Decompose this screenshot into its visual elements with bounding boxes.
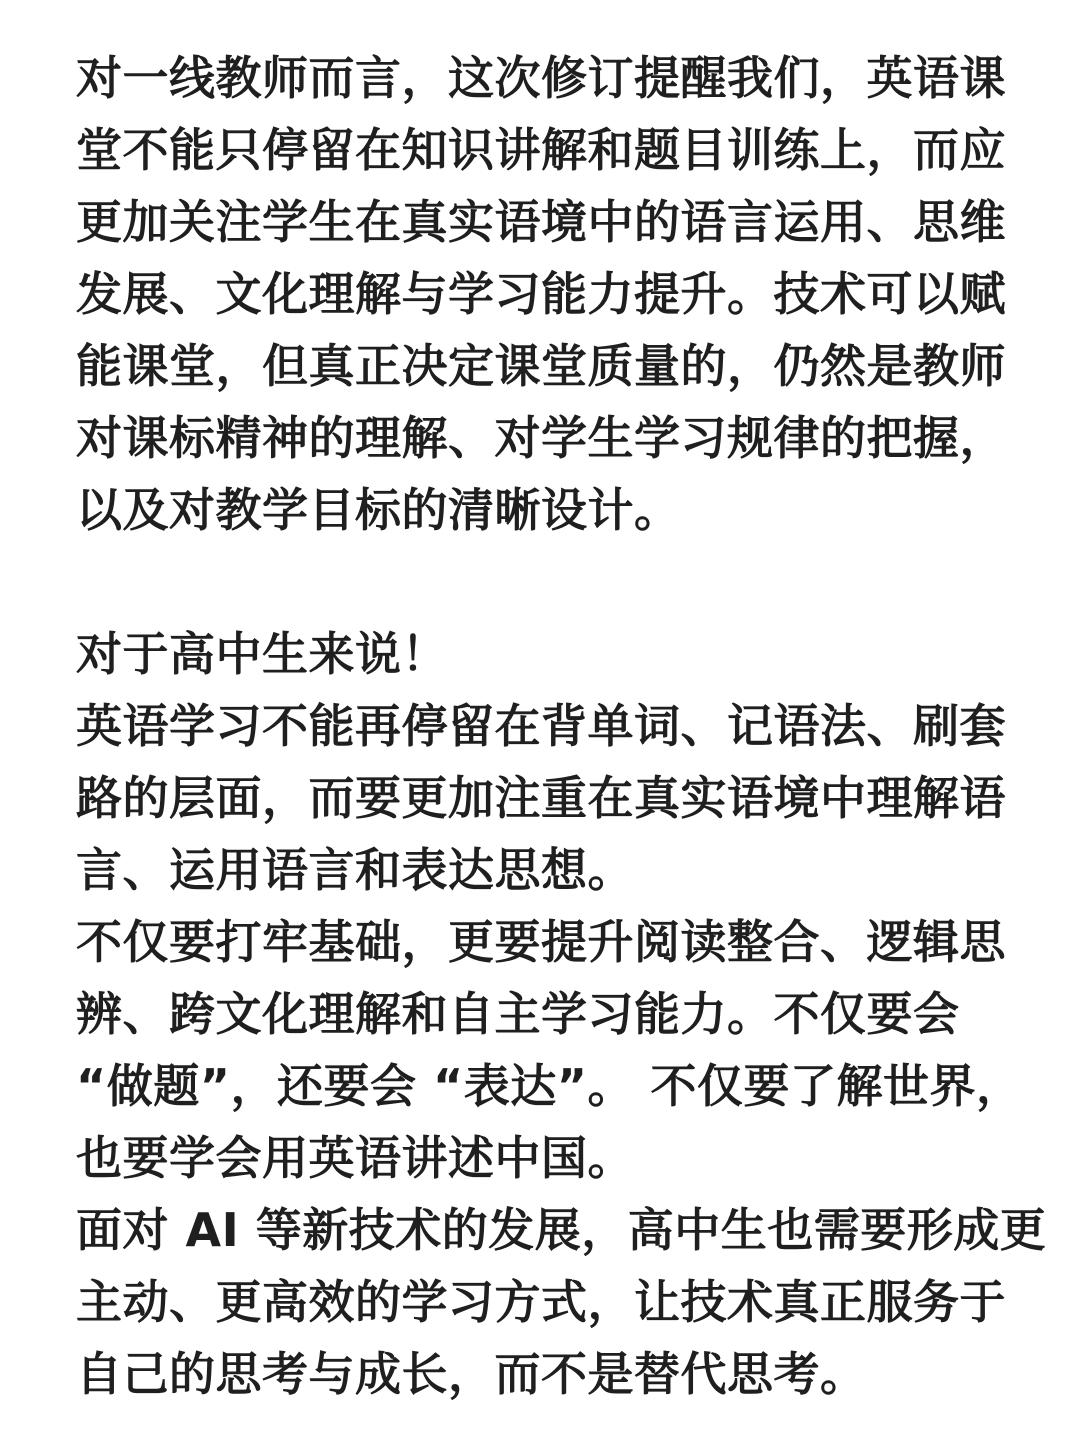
paragraph-spacer <box>76 546 1046 618</box>
text-line: 以及对教学目标的清晰设计。 <box>76 483 681 537</box>
text-line: 发展、文化理解与学习能力提升。技术可以赋 <box>76 267 1006 321</box>
text-line: 路的层面，而要更加注重在真实语境中理解语 <box>76 771 1006 825</box>
paragraph-students <box>76 618 1046 1410</box>
text-line: 面对 AI 等新技术的发展，高中生也需要形成更 <box>76 1203 1047 1257</box>
text-line: 言、运用语言和表达思想。 <box>76 843 634 897</box>
text-line: “做题”，还要会 “表达”。 不仅要了解世界， <box>76 1059 1023 1113</box>
text-line: 对一线教师而言，这次修订提醒我们，英语课 <box>76 51 1006 105</box>
text-line: 不仅要打牢基础，更要提升阅读整合、逻辑思 <box>76 915 1006 969</box>
text-line: 对课标精神的理解、对学生学习规律的把握， <box>76 411 1006 465</box>
text-line: 更加关注学生在真实语境中的语言运用、思维 <box>76 195 1006 249</box>
text-line: 也要学会用英语讲述中国。 <box>76 1131 634 1185</box>
section-heading: 对于高中生来说！ <box>76 627 448 681</box>
text-line: 能课堂，但真正决定课堂质量的，仍然是教师 <box>76 339 1006 393</box>
text-line: 辨、跨文化理解和自主学习能力。不仅要会 <box>76 987 960 1041</box>
text-line: 英语学习不能再停留在背单词、记语法、刷套 <box>76 699 1006 753</box>
text-line: 堂不能只停留在知识讲解和题目训练上，而应 <box>76 123 1006 177</box>
text-line: 主动、更高效的学习方式，让技术真正服务于 <box>76 1275 1006 1329</box>
paragraph-teachers <box>76 42 1046 546</box>
article-body <box>76 42 1046 1410</box>
text-line: 自己的思考与成长，而不是替代思考。 <box>76 1347 867 1401</box>
